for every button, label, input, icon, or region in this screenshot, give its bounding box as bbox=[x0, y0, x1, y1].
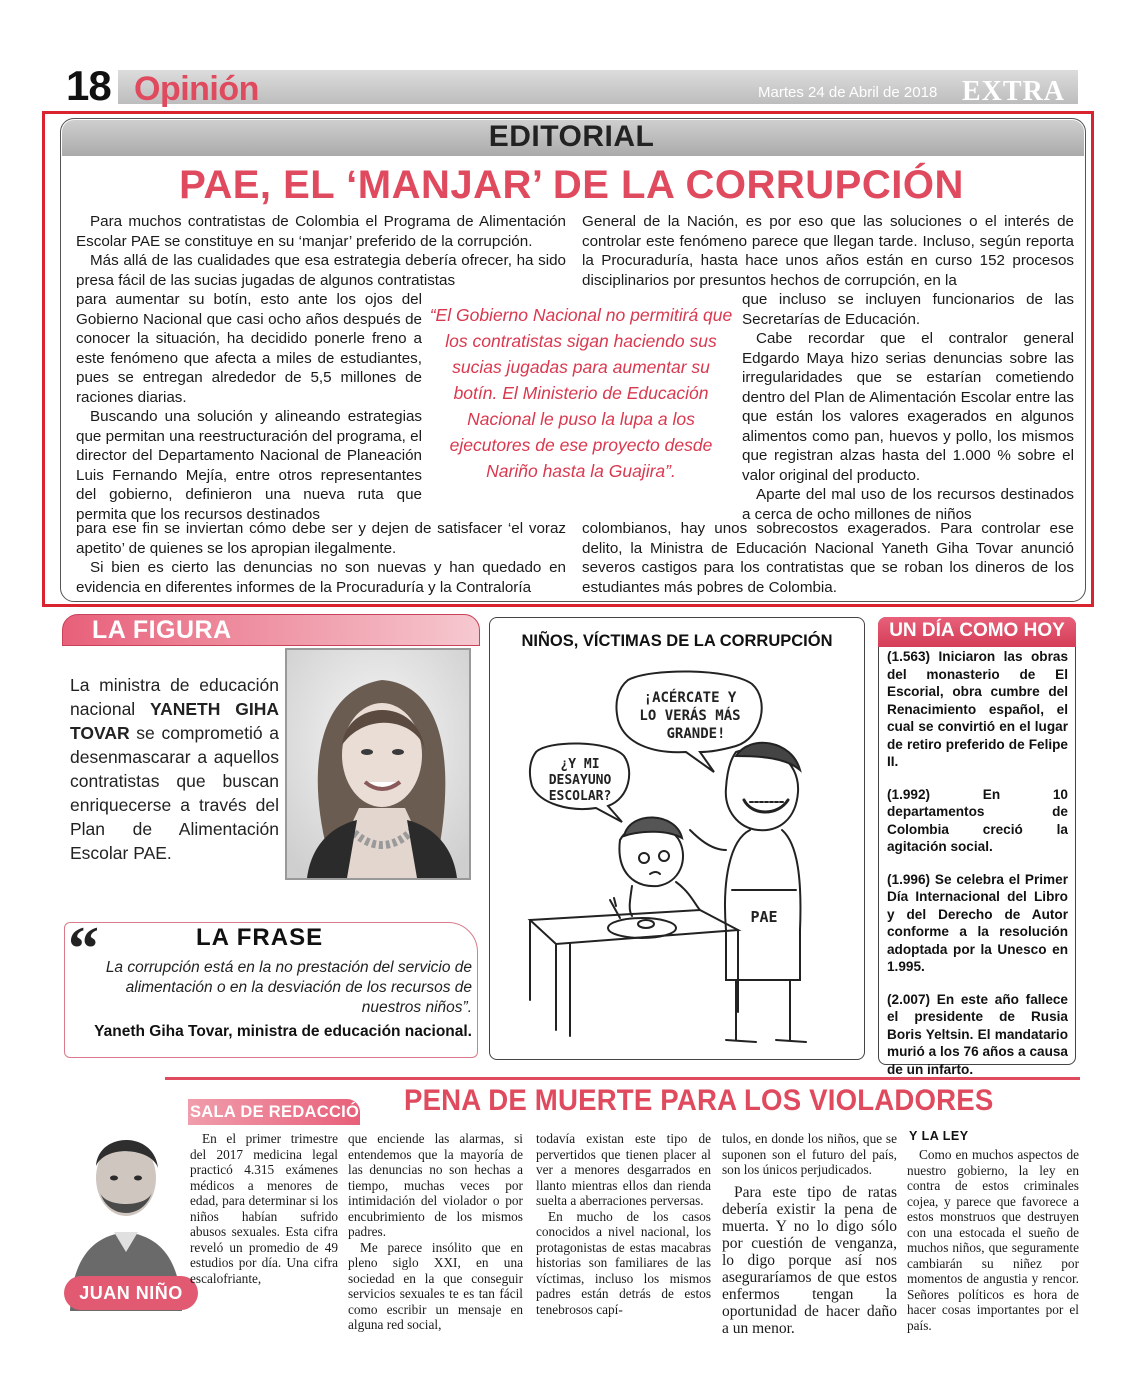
adult-bubble-line-3: GRANDE! bbox=[666, 726, 726, 742]
editorial-left-bottom bbox=[76, 519, 566, 597]
adult-body bbox=[725, 830, 800, 980]
column-text-3 bbox=[536, 1131, 711, 1317]
history-entry: (1.996) Se celebra el Primer Día Internacional del Libro y del Derecho de Autor conforme a la resolución adoptada por la Unesco en 1.995. bbox=[887, 871, 1068, 974]
un-dia-como-hoy-label: UN DÍA COMO HOY bbox=[889, 620, 1065, 641]
editorial-label: EDITORIAL bbox=[488, 120, 655, 153]
section-title: Opinión bbox=[134, 70, 259, 108]
editorial-right-middle bbox=[742, 290, 1074, 524]
newspaper-logo: EXTRA bbox=[962, 76, 1066, 107]
editorial-left-middle bbox=[76, 290, 422, 524]
history-entry: (1.563) Iniciaron las obras del monasterio de El Escorial, obra cumbre del Renacimiento español, el cual se convirtió en el lugar de retiro preferido de Felipe II. bbox=[887, 649, 1068, 769]
column-paragraph: que enciende las alarmas, si entendemos que la mayoría de las denuncias no son hechas a tiempo, muchas veces por intimidación del violador o por encubrimiento de los mismos padres. bbox=[348, 1131, 523, 1239]
column-paragraph: Como en muchos aspectos de nuestro gobierno, la ley en contra de estos criminales cojea, y parece que favorece a estos monstruos que destruyen con una estocada el sueño de muchos niños, que seguramente cambiarán su niñez por momentos de angustia y rencor. Señores políticos es hora de hacer cosas importantes por el país. bbox=[907, 1147, 1079, 1333]
un-dia-como-hoy-entries bbox=[887, 648, 1068, 1093]
cartoon-illustration bbox=[500, 660, 855, 1055]
column-subheading: Y LA LEY bbox=[909, 1129, 969, 1143]
quote-mark-icon: “ bbox=[68, 915, 99, 983]
figura-text-start: La ministra de educación nacional bbox=[70, 675, 279, 719]
minister-portrait-photo bbox=[285, 648, 471, 880]
child-bubble-line-3: ESCOLAR? bbox=[548, 789, 612, 804]
column-paragraph: tulos, en donde los niños, que se suponen son el futuro del país, son los únicos perjudicados. bbox=[722, 1131, 897, 1177]
figura-person-name: YANETH GIHA TOVAR bbox=[70, 699, 279, 743]
editorial-headline: PAE, EL ‘MANJAR’ DE LA CORRUPCIÓN bbox=[179, 163, 964, 207]
column-paragraph: todavía existan este tipo de pervertidos que tienen placer al ver a menores desgarrados en llanto mientras ellos dan rienda suelta a aberraciones perversas. bbox=[536, 1131, 711, 1208]
sala-label: SALA DE REDACCIÓN bbox=[190, 1103, 372, 1121]
column-text-2 bbox=[348, 1131, 523, 1333]
editorial-right-top bbox=[582, 212, 1074, 290]
column-text-5 bbox=[907, 1147, 1079, 1333]
editorial-paragraph: Aparte del mal uso de los recursos destinados a cerca de ocho millones de niños bbox=[742, 486, 1074, 523]
editorial-paragraph: Cabe recordar que el contralor general Edgardo Maya hizo serias denuncias sobre las irregularidades que se estarían cometiendo dentro del Plan de Alimentación Escolar entre las que están los valores exagerados en algunos alimentos como pan, huevos y pollo, los mismos que registran alzas hasta del 1.000 % sobre el valor original del producto. bbox=[742, 330, 1074, 484]
editorial-paragraph: Buscando una solución y alineando estrategias que permitan una reestructuración del programa, el director del Departamento Nacional de Planeación Luis Fernando Mejía, entre otros representantes del gobierno, definieron una nueva ruta que permita que los recursos destinados bbox=[76, 408, 422, 523]
frase-author: Yaneth Giha Tovar, ministra de educación nacional. bbox=[94, 1023, 472, 1040]
issue-date: Martes 24 de Abril de 2018 bbox=[758, 84, 938, 101]
child-bubble-line-1: ¿Y MI bbox=[560, 757, 600, 772]
figura-text-end: se comprometió a desenmascarar a aquellos contratistas que buscan enriquecerse a través del Plan de Alimentación Escolar PAE. bbox=[70, 723, 279, 863]
history-entry: (1.992) En 10 departamentos de Colombia creció la agitación social. bbox=[887, 786, 1068, 854]
editorial-left-top bbox=[76, 212, 566, 290]
cartoon-title: NIÑOS, VÍCTIMAS DE LA CORRUPCIÓN bbox=[521, 632, 833, 650]
editorial-paragraph: Más allá de las cualidades que esa estrategia debería ofrecer, ha sido presa fácil de las sucias jugadas de algunos contratistas bbox=[76, 252, 566, 289]
editorial-paragraph: Si bien es cierto las denuncias no son nuevas y han quedado en evidencia en diferentes informes de la Procuraduría y la Contraloría bbox=[76, 559, 566, 596]
editorial-right-bottom bbox=[582, 519, 1074, 597]
portrait-illustration bbox=[287, 650, 469, 878]
frase-label: LA FRASE bbox=[196, 924, 324, 951]
apron-label: PAE bbox=[750, 908, 778, 926]
editorial-pull-quote: “El Gobierno Nacional no permitirá que los contratistas sigan haciendo sus sucias jugadas para aumentar su botín. El Ministerio de Educación Nacional le puso la lupa a los ejecutores de ese proyecto desde Nariño hasta la Guajira”. bbox=[429, 305, 733, 481]
column-paragraph: En mucho de los casos conocidos a nivel nacional, los protagonistas de estas macabras historias son familiares de las víctimas, incluso los mismos padres están detrás de estos tenebrosos capí- bbox=[536, 1208, 711, 1317]
page-number: 18 bbox=[66, 62, 111, 109]
figura-text bbox=[70, 673, 279, 865]
child-bubble-line-2: DESAYUNO bbox=[548, 773, 612, 788]
column-paragraph: En el primer trimestre del 2017 medicina legal practicó 4.315 exámenes médicos a menores de edad, para determinar si los niños habían sufrido abusos sexuales. Esta cifra reveló un promedio de 49 estudios por día. Una cifra escalofriante, bbox=[190, 1131, 338, 1286]
section-divider bbox=[165, 1077, 1080, 1080]
column-paragraph: Me parece insólito que en pleno siglo XXI, en una sociedad en la que conseguir servicios sexuales te es tan fácil como escribir un mensaje en alguna red social, bbox=[348, 1239, 523, 1332]
history-entry: (2.007) En este año fallece el presidente de Rusia Boris Yeltsin. El mandatario murió a los 76 años a causa de un infarto. bbox=[887, 991, 1068, 1077]
column-headline: PENA DE MUERTE PARA LOS VIOLADORES bbox=[404, 1084, 994, 1117]
editorial-paragraph: Para muchos contratistas de Colombia el Programa de Alimentación Escolar PAE se constituye en su ‘manjar’ preferido de la corrupción. bbox=[76, 213, 566, 250]
adult-bubble-line-2: LO VERÁS MÁS bbox=[639, 708, 741, 724]
editorial-paragraph: colombianos, hay unos sobrecostos exagerados. Para controlar ese delito, la Ministra de Educación Nacional Yaneth Giha Tovar anunció severos castigos para los contratistas que se roban los dineros de los estudiantes más pobres de Colombia. bbox=[582, 520, 1074, 596]
column-paragraph: Para este tipo de ratas debería existir la pena de muerta. Y no lo digo sólo por cuestión de venganza, lo digo porque así nos aseguraríamos de que estos enfermos tengan la oportunidad de hacer daño a un menor. bbox=[722, 1183, 897, 1337]
adult-bubble-line-1: ¡ACÉRCATE Y bbox=[643, 690, 737, 706]
column-text-4 bbox=[722, 1131, 897, 1337]
editorial-paragraph: General de la Nación, es por eso que las soluciones o el interés de controlar este fenómeno parece que llegan tarde. Incluso, según reporta la Procuraduría, hasta hace unos años están en curso 152 procesos disciplinarios por presuntos hechos de corrupción, en la bbox=[582, 213, 1074, 289]
editorial-paragraph: para ese fin se inviertan cómo debe ser y dejen de satisfacer ‘el voraz apetito’ de quienes se los apropian ilegalmente. bbox=[76, 520, 566, 557]
column-text-1 bbox=[190, 1131, 338, 1286]
author-name: JUAN NIÑO bbox=[79, 1283, 183, 1303]
editorial-paragraph: para aumentar su botín, esto ante los ojos del Gobierno Nacional que casi ocho años después de conocer la situación, ha decidido ponerle freno a este fenómeno que afecta a miles de estudiantes, pues se entregan alrededor de 5,5 millones de raciones diarias. bbox=[76, 291, 422, 406]
figura-label: LA FIGURA bbox=[92, 616, 232, 644]
frase-quote: La corrupción está en la no prestación del servicio de alimentación o en la desviación de los recursos de nuestros niños”. bbox=[105, 959, 472, 1016]
editorial-paragraph: que incluso se incluyen funcionarios de las Secretarías de Educación. bbox=[742, 291, 1074, 328]
table bbox=[530, 910, 738, 944]
